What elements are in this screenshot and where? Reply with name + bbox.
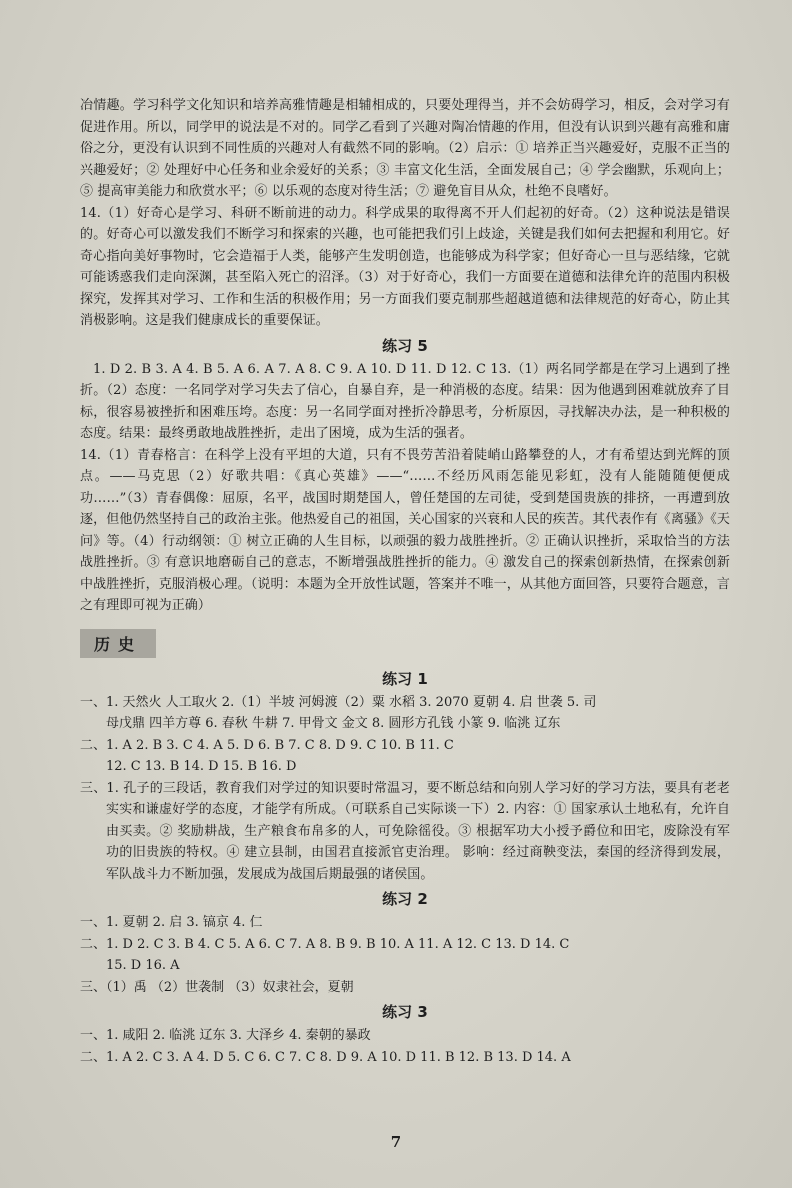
history-ex2-choice-line-2: 15. D 16. A [106, 958, 180, 973]
history-section-header [80, 623, 730, 665]
history-ex2-choice-line-1: 二、1. D 2. C 3. B 4. C 5. A 6. C 7. A 8. B 9. B 10. A 11. A 12. C 13. D 14. C [80, 936, 570, 952]
exercise-5-q14-answer: 14.（1）青春格言：在科学上没有平坦的大道，只有不畏劳苦沿着陡峭山路攀登的人，才有希望达到光辉的顶点。——马克思（2）好歌共唱：《真心英雄》——“……不经历风雨怎能见彩虹，没有人能随随便便成功……”（3）青春偶像：屈原，名平，战国时期楚国人，曾任楚国的左司徒，受到楚国贵族的排挤，一再遭到放逐，但他仍然坚持自己的政治主张。他热爱自己的祖国，关心国家的兴衰和人民的疾苦。其代表作有《离骚》《天问》等。（4）行动纲领：① 树立正确的人生目标，以顽强的毅力战胜挫折。② 正确认识挫折，采取恰当的方法战胜挫折。③ 有意识地磨砺自己的意志，不断增强战胜挫折的能力。④ 激发自己的探索创新热情，在探索创新中战胜挫折，克服消极心理。（说明：本题为全开放性试题，答案并不唯一，从其他方面回答，只要符合题意，言之有理即可视为正确） [80, 447, 730, 613]
page-number: 7 [390, 1133, 402, 1151]
politics-q13-continuation: 冶情趣。学习科学文化知识和培养高雅情趣是相辅相成的，只要处理得当，并不会妨碍学习，相反，会对学习有促进作用。所以，同学甲的说法是不对的。同学乙看到了兴趣对陶冶情趣的作用，但没有认识到兴趣有高雅和庸俗之分，更没有认识到不同性质的兴趣对人有截然不同的影响。（2）启示：① 培养正当兴趣爱好，克服不正当的兴趣爱好；② 处理好中心任务和业余爱好的关系；③ 丰富文化生活，全面发展自己；④ 学会幽默，乐观向上；⑤ 提高审美能力和欣赏水平；⑥ 以乐观的态度对待生活；⑦ 避免盲目从众，杜绝不良嗜好。 [80, 98, 730, 199]
history-ex1-choice-line-2: 12. C 13. B 14. D 15. B 16. D [106, 759, 297, 774]
history-ex2-fill-line: 一、1. 夏朝 2. 启 3. 镐京 4. 仁 [80, 915, 263, 930]
exercise-5-answers: 1. D 2. B 3. A 4. B 5. A 6. A 7. A 8. C 9. A 10. D 11. D 12. C 13.（1）两名同学都是在学习上遇到了挫折。（2）态度：一名同学对学习失去了信心，自暴自弃，是一种消极的态度。结果：因为他遇到困难就放弃了目标，很容易被挫折和困难压垮。态度：另一名同学面对挫折冷静思考，分析原因，寻找解决办法，是一种积极的态度。结果：最终勇敢地战胜挫折，走出了困境，成为生活的强者。 [80, 361, 730, 441]
answer-page [80, 95, 730, 1068]
history-exercise-3-title: 练习 3 [382, 1003, 428, 1021]
history-ex3-choice-line: 二、1. A 2. C 3. A 4. D 5. C 6. C 7. C 8. D 9. A 10. D 11. B 12. B 13. D 14. A [80, 1049, 571, 1065]
history-ex1-choice-line-1: 二、1. A 2. B 3. C 4. A 5. D 6. B 7. C 8. D 9. C 10. B 11. C [80, 737, 454, 753]
politics-q14-answer: 14.（1）好奇心是学习、科研不断前进的动力。科学成果的取得离不开人们起初的好奇。（2）这种说法是错误的。好奇心可以激发我们不断学习和探索的兴趣，也可能把我们引上歧途，关键是我们如何去把握和利用它。好奇心指向美好事物时，它会造福于人类，能够产生发明创造，也能够成为科学家；但好奇心一旦与恶结缘，它就可能诱惑我们走向深渊，甚至陷入死亡的沼泽。（3）对于好奇心，我们一方面要在道德和法律允许的范围内积极探究，发挥其对学习、工作和生活的积极作用；另一方面我们要克制那些超越道德和法律规范的好奇心，防止其消极影响。这是我们健康成长的重要保证。 [80, 205, 730, 328]
history-ex1-short-answers: 三、1. 孔子的三段话，教育我们对学过的知识要时常温习，要不断总结和向别人学习好的学习方法，要具有老老实实和谦虚好学的态度，才能学有所成。（可联系自己实际谈一下）2. 内容：① 国家承认土地私有，允许自由买卖。② 奖励耕战，生产粮食布帛多的人，可免除徭役。③ 根据军功大小授予爵位和田宅，废除没有军功的旧贵族的特权。④ 建立县制，由国君直接派官吏治理。 影响：经过商鞅变法，秦国的经济得到发展，军队战斗力不断加强，发展成为战国后期最强的诸侯国。 [80, 780, 730, 882]
history-ex1-fill-line-1: 一、1. 天然火 人工取火 2.（1）半坡 河姆渡（2）粟 水稻 3. 2070 夏朝 4. 启 世袭 5. 司 [80, 694, 597, 710]
history-exercise-1-title: 练习 1 [382, 669, 428, 688]
history-ex2-short-answer: 三、（1）禹 （2）世袭制 （3）奴隶社会，夏朝 [80, 979, 354, 995]
history-subject-label: 历史 [80, 629, 156, 658]
history-ex1-fill-line-2: 母戊鼎 四羊方尊 6. 春秋 牛耕 7. 甲骨文 金文 8. 圆形方孔钱 小篆 9. 临洮 辽东 [106, 716, 561, 731]
history-ex3-fill-line: 一、1. 咸阳 2. 临洮 辽东 3. 大泽乡 4. 秦朝的暴政 [80, 1028, 371, 1043]
history-exercise-2-title: 练习 2 [382, 890, 428, 908]
exercise-5-title: 练习 5 [382, 336, 428, 355]
